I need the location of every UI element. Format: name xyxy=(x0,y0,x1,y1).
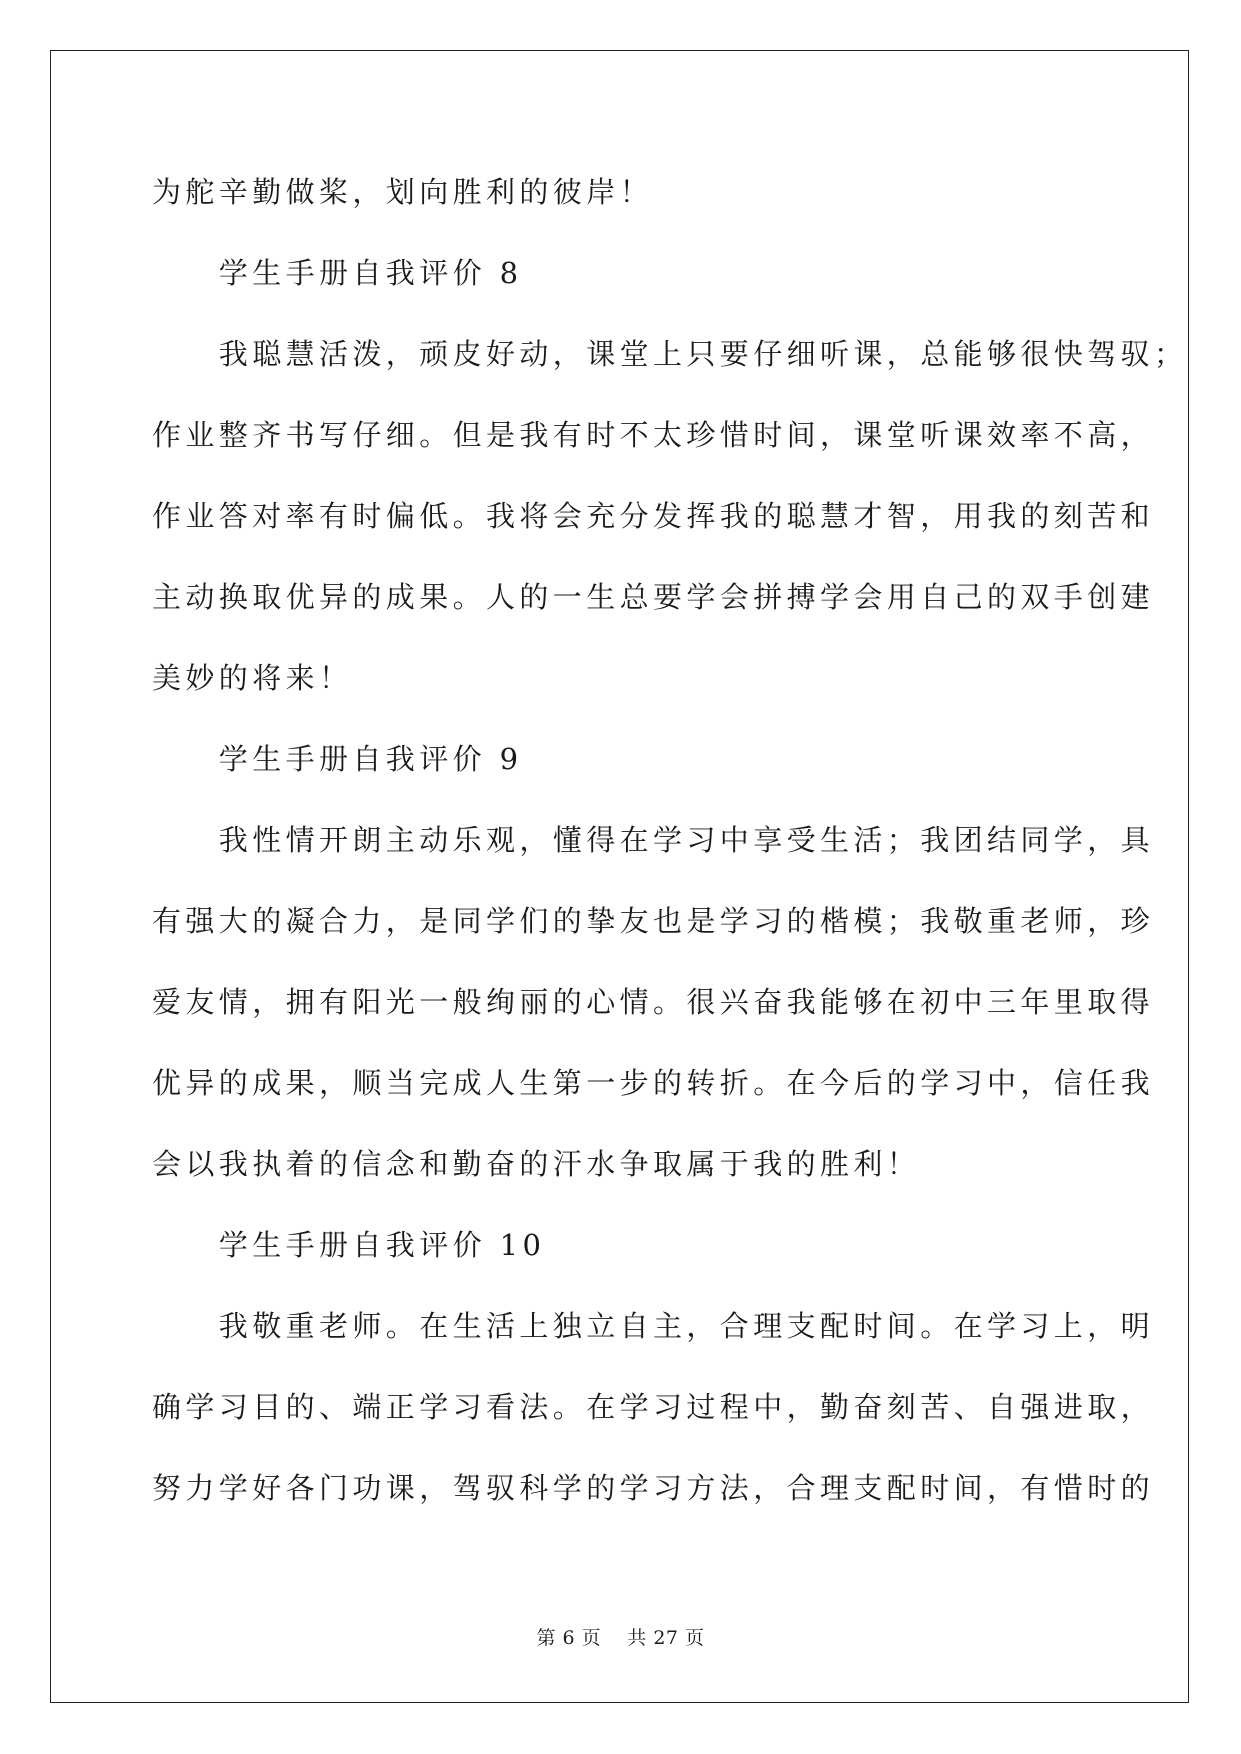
body-line-12: 优异的成果，顺当完成人生第一步的转折。在今后的学习中，信任我 xyxy=(152,1066,1155,1100)
body-line-15: 我敬重老师。在生活上独立自主，合理支配时间。在学习上，明 xyxy=(152,1309,1155,1343)
body-line-17: 努力学好各门功课，驾驭科学的学习方法，合理支配时间，有惜时的 xyxy=(152,1471,1155,1505)
section-heading-8: 学生手册自我评价 8 xyxy=(152,256,523,290)
body-line-1: 为舵辛勤做桨，划向胜利的彼岸！ xyxy=(152,175,654,209)
total-pages: 共 27 页 xyxy=(627,1627,705,1649)
page-footer xyxy=(0,1625,1241,1651)
body-line-7: 美妙的将来！ xyxy=(152,661,353,695)
section-heading-9: 学生手册自我评价 9 xyxy=(152,742,523,776)
body-line-9: 我性情开朗主动乐观，懂得在学习中享受生活；我团结同学，具 xyxy=(152,823,1155,857)
body-line-6: 主动换取优异的成果。人的一生总要学会拼搏学会用自己的双手创建 xyxy=(152,580,1155,614)
page-border xyxy=(50,50,1189,1703)
body-line-16: 确学习目的、端正学习看法。在学习过程中，勤奋刻苦、自强进取， xyxy=(152,1390,1155,1424)
body-line-10: 有强大的凝合力，是同学们的挚友也是学习的楷模；我敬重老师，珍 xyxy=(152,904,1155,938)
body-line-11: 爱友情，拥有阳光一般绚丽的心情。很兴奋我能够在初中三年里取得 xyxy=(152,985,1155,1019)
page-number: 第 6 页 xyxy=(536,1627,602,1649)
body-line-5: 作业答对率有时偏低。我将会充分发挥我的聪慧才智，用我的刻苦和 xyxy=(152,499,1155,533)
section-heading-10: 学生手册自我评价 10 xyxy=(152,1228,546,1262)
body-line-13: 会以我执着的信念和勤奋的汗水争取属于我的胜利！ xyxy=(152,1147,921,1181)
body-line-4: 作业整齐书写仔细。但是我有时不太珍惜时间，课堂听课效率不高， xyxy=(152,418,1155,452)
body-line-3: 我聪慧活泼，顽皮好动，课堂上只要仔细听课，总能够很快驾驭； xyxy=(152,337,1188,371)
